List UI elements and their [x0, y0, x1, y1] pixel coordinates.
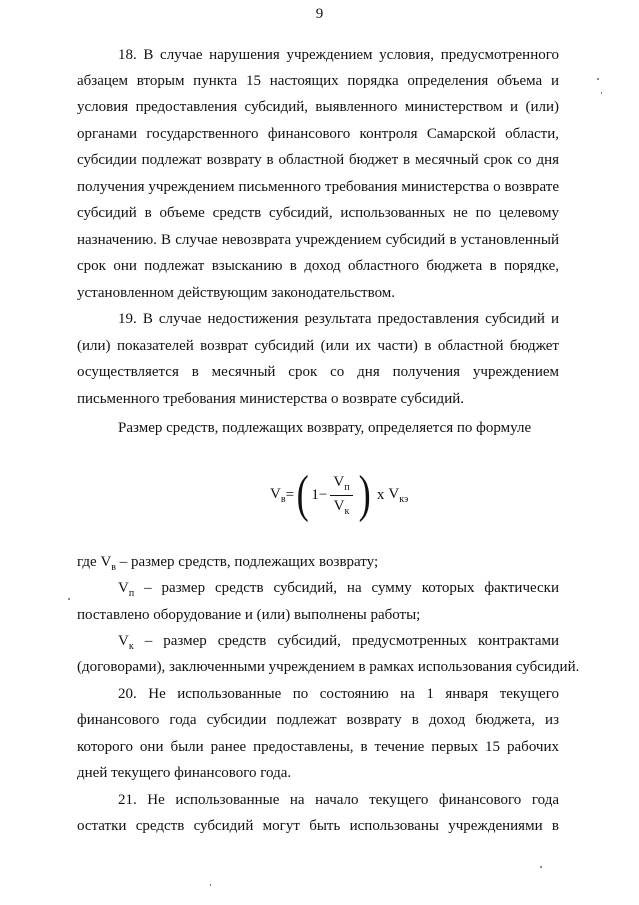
definition-vk: $V_к$ – размер средств субсидий, предусмотренных контрактами [118, 633, 559, 652]
scan-speck [540, 866, 542, 868]
paragraph-line: которого они были ранее предоставлены, в течение первых 15 рабочих [77, 739, 559, 755]
scan-speck [68, 598, 70, 600]
formula-open-paren: ( [296, 466, 309, 523]
paragraph-line: 18. В случае нарушения учреждением условия, предусмотренного [118, 47, 559, 63]
paragraph-line: письменного требования министерства о возврате субсидий. [77, 391, 464, 407]
scan-speck [210, 884, 211, 886]
paragraph-line: остатки средств субсидий могут быть использованы учреждениями в [77, 818, 559, 834]
paragraph-line: абзацем вторым пункта 15 настоящих порядка определения объема и [77, 73, 559, 89]
formula-intro: Размер средств, подлежащих возврату, определяется по формуле [118, 420, 532, 436]
paragraph-line: 19. В случае недостижения результата предоставления субсидий и [118, 311, 559, 327]
formula-minus: − [318, 486, 328, 503]
formula-rhs: $V_{кэ}$ [388, 485, 409, 505]
formula-one: 1 [311, 486, 319, 503]
scan-speck [597, 78, 599, 80]
formula-denominator: $V_к$ [333, 497, 350, 517]
paragraph-line: срок они подлежат взысканию в доход областного бюджета в порядке, [77, 258, 559, 274]
definition-vk-cont: (договорами), заключенными учреждением в рамках использования субсидий. [77, 659, 580, 675]
definition-vv: где $V_в$ – размер средств, подлежащих возврату; [77, 554, 379, 573]
page-number: 9 [315, 6, 324, 22]
paragraph-line: финансового года субсидии подлежат возврату в доход бюджета, из [77, 712, 559, 728]
paragraph-line: получения учреждением письменного требования министерства о возврате [77, 179, 559, 195]
definition-vp-cont: поставлено оборудование и (или) выполнены работы; [77, 607, 421, 623]
paragraph-line: (или) показателей возврат субсидий (или их части) в областной бюджет [77, 338, 559, 354]
formula-times: x [376, 486, 385, 503]
formula-lhs: $V_в$ [270, 485, 286, 505]
paragraph-line: 21. Не использованные на начало текущего финансового года [118, 792, 559, 808]
paragraph-line: осуществляется в месячный срок со дня получения учреждением [77, 364, 559, 380]
formula-fraction [330, 474, 352, 517]
paragraph-line: условия предоставления субсидий, выявленного министерством и (или) [77, 99, 559, 115]
definition-vp: $V_п$ – размер средств субсидий, на сумму которых фактически [118, 580, 559, 599]
scan-speck [601, 92, 602, 94]
paragraph-line: субсидий в объеме средств субсидий, использованных не по целевому [77, 205, 559, 221]
paragraph-line: субсидии подлежат возврату в областной бюджет в месячный срок со дня [77, 152, 559, 168]
refund-formula [270, 464, 408, 526]
paragraph-line: 20. Не использованные по состоянию на 1 января текущего [118, 686, 559, 702]
paragraph-line: установленном действующим законодательством. [77, 285, 396, 301]
paragraph-line: назначению. В случае невозврата учреждением субсидий в установленный [77, 232, 559, 248]
formula-equals: = [285, 486, 295, 503]
paragraph-line: органами государственного финансового контроля Самарской области, [77, 126, 559, 142]
formula-numerator: $V_п$ [330, 474, 352, 496]
paragraph-line: дней текущего финансового года. [77, 765, 292, 781]
formula-close-paren: ) [358, 466, 371, 523]
